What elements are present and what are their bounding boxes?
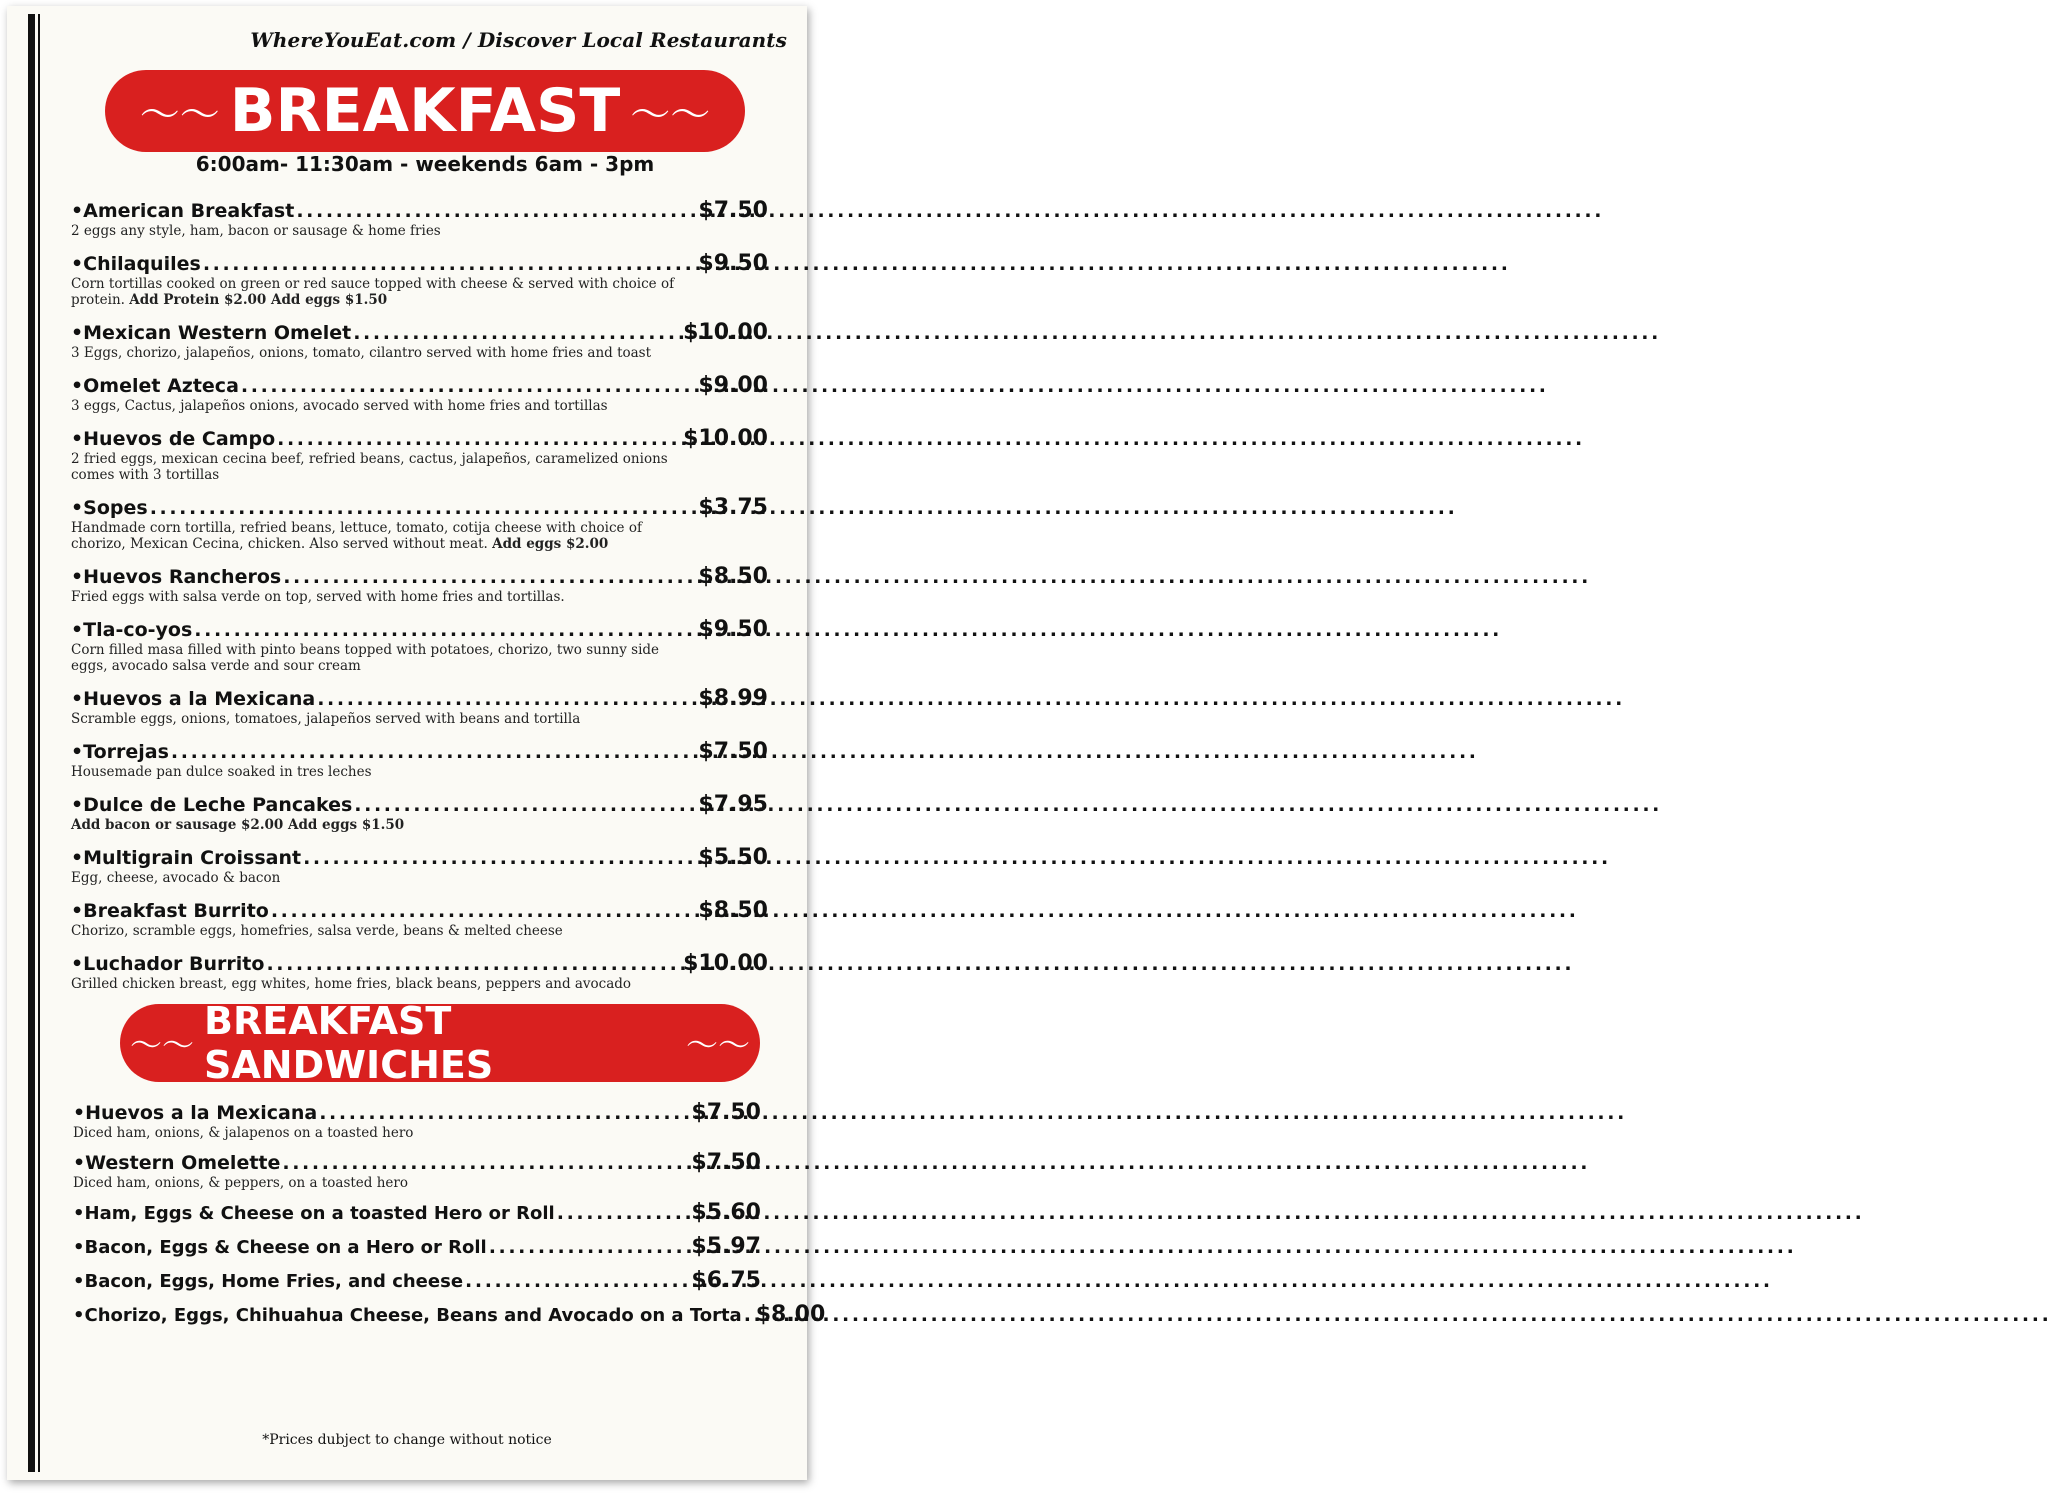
menu-item	[73, 1302, 826, 1327]
menu-item	[71, 495, 768, 552]
sandwiches-banner	[120, 999, 760, 1087]
menu-item-description: Diced ham, onions, & peppers, on a toasted hero	[73, 1175, 408, 1191]
menu-item-name: •Dulce de Leche Pancakes	[71, 794, 353, 816]
squiggle-right-icon: 〜〜	[685, 1026, 750, 1064]
watermark: WhereYouEat.com / Discover Local Restaurants	[250, 28, 787, 52]
menu-item-price: $5.50	[698, 845, 768, 870]
menu-item-price: $8.50	[698, 898, 768, 923]
menu-item-price: $7.95	[698, 792, 768, 817]
menu-item-name: •Omelet Azteca	[71, 375, 239, 397]
menu-item-description: Scramble eggs, onions, tomatoes, jalapeños served with beans and tortilla	[71, 711, 581, 727]
menu-item-price: $9.50	[698, 617, 768, 642]
menu-item-price: $10.00	[683, 426, 768, 451]
menu-item	[71, 198, 768, 239]
menu-item-name: •Bacon, Eggs & Cheese on a Hero or Roll	[73, 1237, 487, 1258]
menu-item-name: •Chilaquiles	[71, 253, 201, 275]
menu-item-name: •Mexican Western Omelet	[71, 322, 352, 344]
menu-item	[73, 1100, 761, 1141]
dot-leader	[282, 1152, 689, 1174]
menu-item-description: Grilled chicken breast, egg whites, home fries, black beans, peppers and avocado	[71, 976, 632, 992]
menu-item-price: $8.99	[698, 686, 768, 711]
menu-item-name: •American Breakfast	[71, 200, 295, 222]
menu-item-description: Add bacon or sausage $2.00 Add eggs $1.50	[71, 817, 405, 833]
dot-leader	[296, 200, 696, 222]
menu-item	[71, 617, 768, 674]
menu-item	[73, 1200, 761, 1225]
dot-leader	[303, 847, 696, 869]
squiggle-left-icon: 〜〜	[130, 1026, 195, 1064]
dot-leader	[744, 1304, 754, 1326]
sandwiches-title: BREAKFAST SANDWICHES	[204, 999, 494, 1087]
menu-item-description: 2 eggs any style, ham, bacon or sausage & home fries	[71, 223, 441, 239]
menu-item	[71, 792, 768, 833]
menu-item-description: 3 eggs, Cactus, jalapeños onions, avocado served with home fries and tortillas	[71, 398, 608, 414]
menu-item-price: $8.00	[755, 1302, 826, 1327]
menu-item-price: $7.50	[698, 198, 768, 223]
menu-item	[71, 686, 768, 727]
menu-item-name: •Huevos a la Mexicana	[71, 688, 316, 710]
menu-item	[71, 564, 768, 605]
breakfast-hours: 6:00am- 11:30am - weekends 6am - 3pm	[195, 152, 655, 176]
dot-leader	[171, 741, 697, 763]
menu-item	[71, 845, 768, 886]
menu-item-price: $7.50	[691, 1150, 761, 1175]
menu-item-name: •Multigrain Croissant	[71, 847, 302, 869]
menu-item	[71, 898, 768, 939]
menu-item-description: Corn tortillas cooked on green or red sauce topped with cheese & served with choice of protein. Add Protein $2.00 Add eggs $1.50	[71, 276, 675, 308]
dot-leader	[317, 688, 696, 710]
left-border-thick	[28, 14, 35, 1472]
menu-item	[71, 251, 768, 308]
sandwiches-list	[73, 1100, 826, 1336]
menu-item-name: •Sopes	[71, 497, 148, 519]
dot-leader	[203, 253, 697, 275]
menu-item	[71, 320, 768, 361]
menu-item-price: $7.50	[691, 1100, 761, 1125]
menu-item	[73, 1234, 761, 1259]
dot-leader	[465, 1270, 689, 1292]
menu-item-description: Fried eggs with salsa verde on top, served with home fries and tortillas.	[71, 589, 565, 605]
dot-leader	[271, 900, 697, 922]
menu-item-price: $8.50	[698, 564, 768, 589]
menu-item	[71, 373, 768, 414]
dot-leader	[277, 428, 681, 450]
dot-leader	[241, 375, 697, 397]
price-disclaimer: *Prices dubject to change without notice	[262, 1432, 552, 1448]
menu-item-name: •Huevos Rancheros	[71, 566, 282, 588]
dot-leader	[354, 794, 696, 816]
menu-item-name: •Bacon, Eggs, Home Fries, and cheese	[73, 1271, 464, 1292]
menu-item-description: Handmade corn tortilla, refried beans, lettuce, tomato, cotija cheese with choice of chorizo, Mexican Cecina, chicken. Also served without meat. Add eggs $2.00	[71, 520, 642, 552]
menu-item-name: •Torrejas	[71, 741, 169, 763]
menu-item-price: $10.00	[683, 951, 768, 976]
dot-leader	[489, 1236, 690, 1258]
menu-item-description: Diced ham, onions, & jalapenos on a toasted hero	[73, 1125, 414, 1141]
menu-item-description: Chorizo, scramble eggs, homefries, salsa verde, beans & melted cheese	[71, 923, 563, 939]
squiggle-left-icon: 〜〜	[139, 91, 220, 138]
dot-leader	[319, 1102, 689, 1124]
menu-item-price: $5.60	[691, 1200, 761, 1225]
menu-item-price: $6.75	[691, 1268, 761, 1293]
menu-item-price: $5.97	[691, 1234, 761, 1259]
menu-item-name: •Western Omelette	[73, 1152, 281, 1174]
menu-item-price: $10.00	[683, 320, 768, 345]
menu-item-name: •Breakfast Burrito	[71, 900, 269, 922]
dot-leader	[557, 1202, 690, 1224]
menu-item-description: Housemade pan dulce soaked in tres leches	[71, 764, 372, 780]
menu-item-price: $7.50	[698, 739, 768, 764]
menu-item-name: •Huevos de Campo	[71, 428, 276, 450]
menu-item	[73, 1268, 761, 1293]
menu-item-name: •Huevos a la Mexicana	[73, 1102, 318, 1124]
menu-item-description: 3 Eggs, chorizo, jalapeños, onions, tomato, cilantro served with home fries and toast	[71, 345, 652, 361]
menu-item-name: •Tla-co-yos	[71, 619, 193, 641]
menu-item-description: 2 fried eggs, mexican cecina beef, refried beans, cactus, jalapeños, caramelized onions comes with 3 tortillas	[71, 451, 668, 483]
menu-item	[71, 739, 768, 780]
menu-item	[71, 426, 768, 483]
breakfast-list	[71, 198, 768, 1004]
menu-item-description: Corn filled masa filled with pinto beans topped with potatoes, chorizo, two sunny side eggs, avocado salsa verde and sour cream	[71, 642, 660, 674]
dot-leader	[283, 566, 696, 588]
dot-leader	[266, 953, 681, 975]
menu-page	[7, 6, 826, 1480]
dot-leader	[194, 619, 696, 641]
menu-item-name: •Luchador Burrito	[71, 953, 265, 975]
dot-leader	[150, 497, 697, 519]
menu-item-name: •Chorizo, Eggs, Chihuahua Cheese, Beans and Avocado on a Torta	[73, 1305, 742, 1326]
squiggle-right-icon: 〜〜	[630, 91, 711, 138]
menu-item-price: $9.50	[698, 251, 768, 276]
menu-item	[73, 1150, 761, 1191]
menu-item	[71, 951, 768, 992]
breakfast-banner	[105, 70, 745, 152]
menu-item-price: $3.75	[698, 495, 768, 520]
menu-item-name: •Ham, Eggs & Cheese on a toasted Hero or Roll	[73, 1203, 555, 1224]
left-border-thin	[38, 14, 40, 1472]
menu-item-description: Egg, cheese, avocado & bacon	[71, 870, 281, 886]
dot-leader	[353, 322, 681, 344]
menu-item-price: $9.00	[698, 373, 768, 398]
breakfast-title: BREAKFAST	[229, 76, 621, 146]
